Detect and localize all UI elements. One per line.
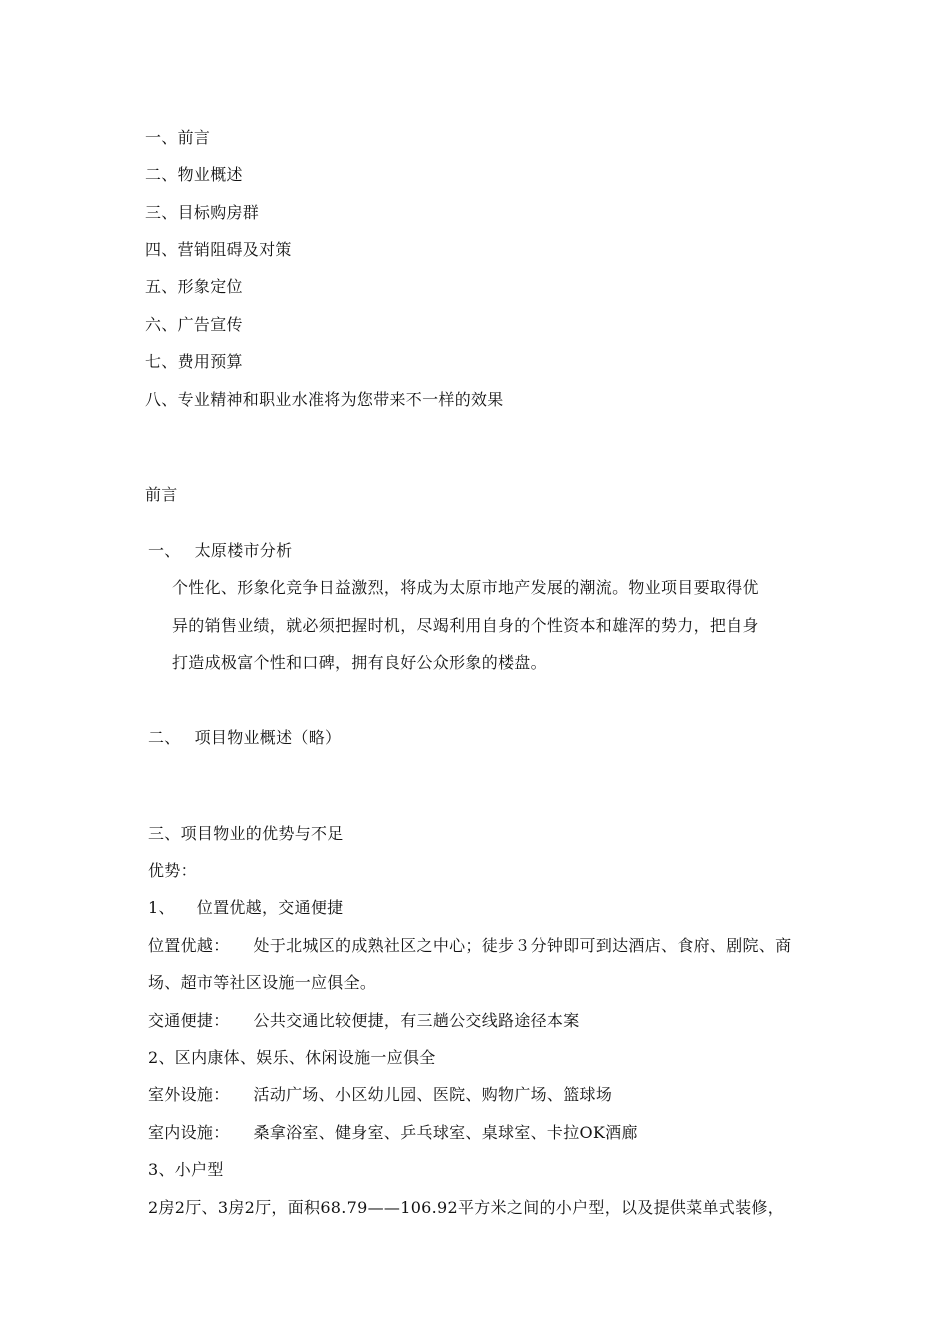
field-label: 交通便捷： bbox=[148, 1011, 230, 1030]
section-title: 项目物业概述（略） bbox=[194, 728, 342, 747]
toc-item: 一、前言 bbox=[145, 128, 211, 147]
toc-item: 四、营销阻碍及对策 bbox=[145, 240, 292, 259]
field-text: 公共交通比较便捷，有三趟公交线路途径本案 bbox=[253, 1011, 580, 1030]
paragraph-line: 场、超市等社区设施一应俱全。 bbox=[148, 973, 377, 992]
section-heading bbox=[148, 541, 292, 561]
field-label: 室内设施： bbox=[148, 1123, 230, 1142]
paragraph-line: 个性化、形象化竞争日益激烈，将成为太原市地产发展的潮流。物业项目要取得优 bbox=[172, 578, 759, 597]
location-line bbox=[148, 936, 791, 956]
item-title: 位置优越，交通便捷 bbox=[196, 898, 344, 917]
field-text: 活动广场、小区幼儿园、医院、购物广场、篮球场 bbox=[253, 1085, 613, 1104]
advantages-label: 优势： bbox=[148, 861, 197, 880]
section-title: 太原楼市分析 bbox=[194, 541, 293, 560]
item-number: 1、 bbox=[148, 898, 175, 917]
indoor-line bbox=[148, 1123, 638, 1143]
field-text: 处于北城区的成熟社区之中心；徒步３分钟即可到达酒店、食府、剧院、商 bbox=[253, 936, 792, 955]
paragraph-line: 2房2厅、3房2厅，面积68.79——106.92平方米之间的小户型，以及提供菜单式装修， bbox=[148, 1198, 785, 1217]
section-number: 一、 bbox=[148, 541, 181, 560]
section-heading bbox=[148, 728, 341, 748]
field-label: 位置优越： bbox=[148, 936, 230, 955]
advantage-item-heading: 2、区内康体、娱乐、休闲设施一应俱全 bbox=[148, 1048, 436, 1067]
toc-item: 二、物业概述 bbox=[145, 165, 243, 184]
advantage-item-heading: 3、小户型 bbox=[148, 1160, 224, 1179]
toc-item: 三、目标购房群 bbox=[145, 203, 260, 222]
outdoor-line bbox=[148, 1085, 612, 1105]
preface-heading: 前言 bbox=[145, 485, 178, 504]
advantage-item-heading bbox=[148, 898, 343, 918]
toc-item: 五、形象定位 bbox=[145, 277, 243, 296]
paragraph-line: 异的销售业绩，就必须把握时机，尽竭利用自身的个性资本和雄浑的势力，把自身 bbox=[172, 616, 759, 635]
field-text: 桑拿浴室、健身室、乒乓球室、桌球室、卡拉OK酒廊 bbox=[253, 1123, 638, 1142]
paragraph-line: 打造成极富个性和口碑，拥有良好公众形象的楼盘。 bbox=[172, 653, 547, 672]
toc-item: 六、广告宣传 bbox=[145, 315, 243, 334]
traffic-line bbox=[148, 1011, 580, 1031]
section-heading: 三、项目物业的优势与不足 bbox=[148, 824, 344, 843]
section-number: 二、 bbox=[148, 728, 181, 747]
field-label: 室外设施： bbox=[148, 1085, 230, 1104]
toc-item: 八、专业精神和职业水准将为您带来不一样的效果 bbox=[145, 390, 504, 409]
toc-item: 七、费用预算 bbox=[145, 352, 243, 371]
